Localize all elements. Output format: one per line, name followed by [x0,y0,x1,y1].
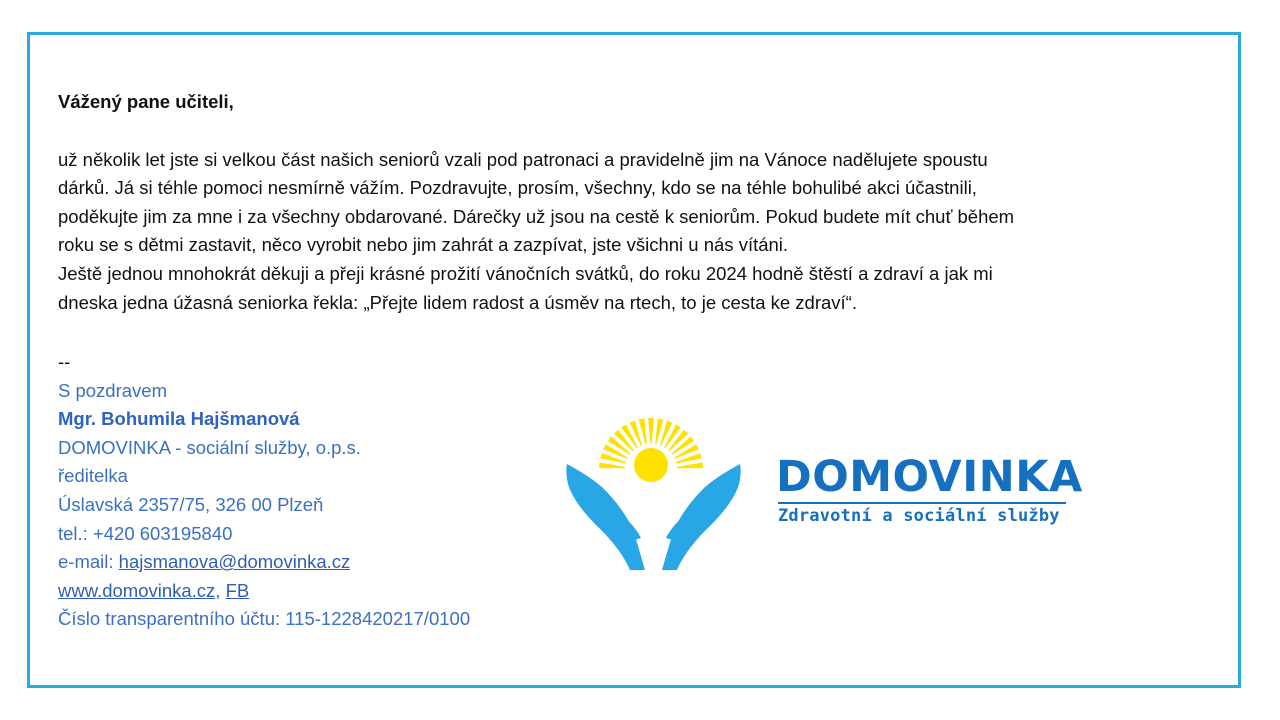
signature-links-row [58,577,470,606]
logo-divider [778,502,1066,504]
signature-organization: DOMOVINKA - sociální služby, o.p.s. [58,436,361,458]
signature-closing: S pozdravem [58,379,167,401]
signature-name: Mgr. Bohumila Hajšmanová [58,408,300,430]
body-line: dneska jedna úžasná seniorka řekla: „Přejte lidem radost a úsměv na rtech, to je cesta ke zdraví“. [58,291,857,313]
email-link[interactable]: hajsmanova@domovinka.cz [118,551,351,573]
body-line: Ještě jednou mnohokrát děkuji a přeji krásné prožití vánočních svátků, do roku 2024 hodně štěstí a zdraví a jak mi [58,262,993,284]
sun-ray [648,418,654,444]
signature-separator: -- [58,351,71,372]
link-separator: , [215,579,226,601]
right-hand-icon [662,464,741,570]
signature-account: Číslo transparentního účtu: 115-1228420217/0100 [58,608,471,630]
greeting: Vážený pane učiteli, [58,91,234,112]
body-line: roku se s dětmi zastavit, něco vyrobit nebo jim zahrát a zazpívat, jste všichni u nás vítáni. [58,234,789,256]
sun-icon [634,448,668,482]
sun-ray [677,462,703,468]
signature-phone: tel.: +420 603195840 [58,522,233,544]
body-line: už několik let jste si velkou část našich seniorů vzali pod patronaci a pravidelně jim na Vánoce nadělujete spoustu [58,148,988,170]
signature-email-row [58,548,470,577]
signature [58,348,470,634]
body-line: dárků. Já si téhle pomoci nesmírně vážím. Pozdravujte, prosím, všechny, kdo se na téhle bohulibé akci účastnili, [58,177,977,199]
facebook-link[interactable]: FB [225,579,250,601]
website-link[interactable]: www.domovinka.cz [58,579,216,601]
signature-address: Úslavská 2357/75, 326 00 Plzeň [58,493,324,515]
sun-ray [599,462,625,468]
logo-tagline: Zdravotní a sociální služby [778,506,1060,526]
logo-wordmark: DOMOVINKA [776,452,1083,502]
body-line: poděkujte jim za mne i za všechny obdarované. Dárečky už jsou na cestě k seniorům. Pokud budete mít chuť během [58,205,1015,227]
email-prefix: e-mail: [58,551,119,573]
left-hand-icon [566,464,645,570]
letter-body [58,88,1208,317]
signature-role: ředitelka [58,465,128,487]
